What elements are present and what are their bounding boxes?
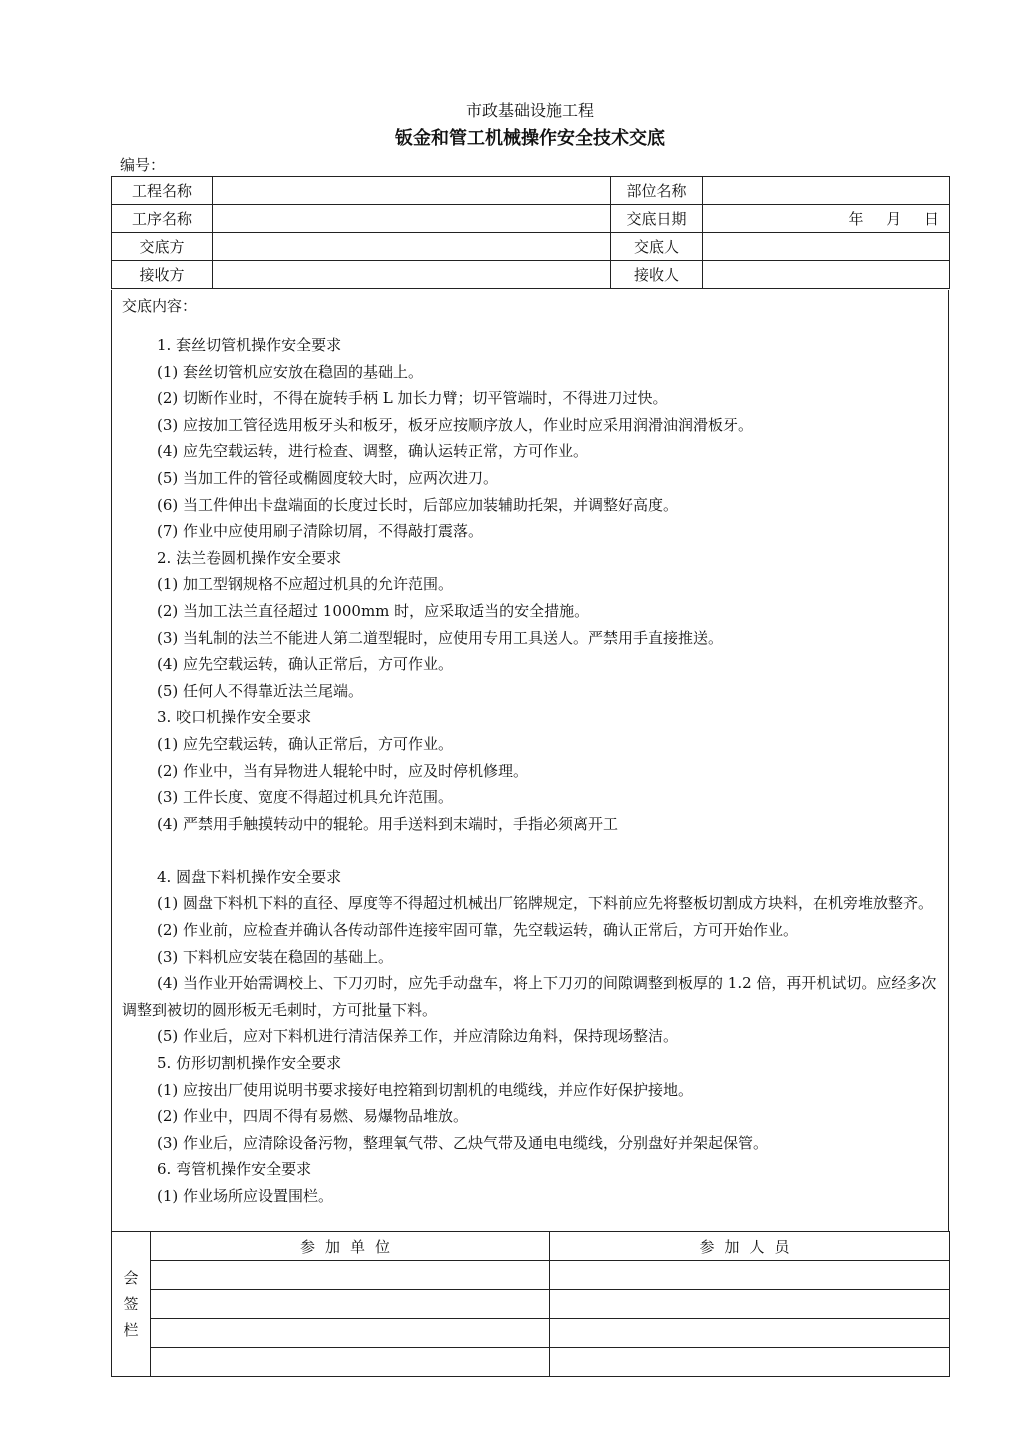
giver-person-field[interactable]: [703, 233, 950, 261]
receiver-person-field[interactable]: [703, 261, 950, 289]
content-line: (2) 作业中，当有异物进人辊轮中时，应及时停机修理。: [157, 761, 529, 780]
content-line: (5) 当加工件的管径或椭圆度较大时，应两次进刀。: [157, 468, 499, 487]
giver-party-field[interactable]: [213, 233, 611, 261]
content-line: (5) 任何人不得靠近法兰尾端。: [157, 681, 364, 700]
content-line: (1) 圆盘下料机下料的直径、厚度等不得超过机械出厂铭牌规定，下料前应先将整板切割成方块料，在机旁堆放整齐。: [157, 894, 934, 913]
process-name-field[interactable]: [213, 205, 611, 233]
content-line: (2) 作业中，四周不得有易燃、易爆物品堆放。: [157, 1107, 469, 1126]
section-heading: 4. 圆盘下料机操作安全要求: [157, 867, 342, 886]
content-line: (1) 应先空载运转，确认正常后，方可作业。: [157, 734, 454, 753]
info-row-giver: [112, 233, 950, 261]
process-name-label: 工序名称: [112, 205, 213, 233]
content-line: (1) 应按出厂使用说明书要求接好电控箱到切割机的电缆线，并应作好保护接地。: [157, 1080, 694, 1099]
content-line: (3) 应按加工管径选用板牙头和板牙，板牙应按顺序放人，作业时应采用润滑油润滑板牙。: [157, 415, 754, 434]
content-line: (4) 应先空载运转，进行检查、调整，确认运转正常，方可作业。: [157, 442, 589, 461]
section-heading: 5. 仿形切割机操作安全要求: [157, 1054, 342, 1073]
serial-number-label: 编号：: [120, 156, 166, 174]
section-heading: 1. 套丝切管机操作安全要求: [157, 336, 342, 354]
signoff-row: [112, 1348, 950, 1377]
receiver-person-label: 接收人: [611, 261, 703, 289]
date-field[interactable]: 年 月 日: [703, 205, 950, 233]
content-label: 交底内容：: [122, 297, 198, 315]
info-table: [111, 176, 950, 289]
content-line: (1) 作业场所应设置围栏。: [157, 1187, 334, 1205]
receiver-party-field[interactable]: [213, 261, 611, 289]
signoff-unit-cell[interactable]: [151, 1261, 550, 1290]
content-line: (3) 下料机应安装在稳固的基础上。: [157, 947, 394, 966]
content-line: (2) 当加工法兰直径超过 1000mm 时，应采取适当的安全措施。: [157, 601, 590, 620]
content-line: (3) 工件长度、宽度不得超过机具允许范围。: [157, 788, 454, 807]
content-line: (4) 应先空载运转，确认正常后，方可作业。: [157, 655, 454, 674]
content-line: (3) 当轧制的法兰不能进人第二道型辊时，应使用专用工具送人。严禁用手直接推送。: [157, 628, 724, 647]
signoff-person-cell[interactable]: [550, 1261, 950, 1290]
section-heading: 2. 法兰卷圆机操作安全要求: [157, 548, 342, 567]
document-title: 钣金和管工机械操作安全技术交底: [395, 128, 665, 149]
participating-unit-header: 参加单位: [151, 1232, 550, 1261]
signoff-header-row: [112, 1232, 950, 1261]
content-line: (4) 当作业开始需调校上、下刀刃时，应先手动盘车，将上下刀刃的间隙调整到板厚的 1.2 倍，再开机试切。应经多次调整到被切的圆形板无毛刺时，方可批量下料。: [122, 974, 937, 1019]
participating-person-header: 参加人员: [550, 1232, 950, 1261]
signoff-row: [112, 1319, 950, 1348]
document-subtitle: 市政基础设施工程: [465, 101, 594, 120]
signoff-row: [112, 1290, 950, 1319]
info-row-project: [112, 177, 950, 205]
info-row-receiver: [112, 261, 950, 289]
part-name-label: 部位名称: [611, 177, 703, 205]
content-line: (1) 套丝切管机应安放在稳固的基础上。: [157, 362, 424, 381]
giver-party-label: 交底方: [112, 233, 213, 261]
signoff-person-cell[interactable]: [550, 1348, 950, 1377]
signoff-unit-cell[interactable]: [151, 1290, 550, 1319]
section-heading: 3. 咬口机操作安全要求: [157, 708, 312, 727]
part-name-field[interactable]: [703, 177, 950, 205]
project-name-label: 工程名称: [112, 177, 213, 205]
content-line: (5) 作业后，应对下料机进行清洁保养工作，并应清除边角料，保持现场整洁。: [157, 1027, 679, 1046]
section-heading: 6. 弯管机操作安全要求: [157, 1160, 312, 1179]
signoff-row: [112, 1261, 950, 1290]
blank-line: [122, 837, 938, 864]
signoff-table: [111, 1231, 950, 1377]
content-box: [111, 290, 949, 1231]
content-line: (1) 加工型钢规格不应超过机具的允许范围。: [157, 575, 454, 594]
signoff-unit-cell[interactable]: [151, 1319, 550, 1348]
content-line: (7) 作业中应使用刷子清除切屑，不得敲打震落。: [157, 522, 484, 541]
signoff-person-cell[interactable]: [550, 1290, 950, 1319]
giver-person-label: 交底人: [611, 233, 703, 261]
content-line: (2) 切断作业时，不得在旋转手柄 L 加长力臂；切平管端时，不得进刀过快。: [157, 389, 668, 408]
content-lines: [122, 332, 938, 1210]
project-name-field[interactable]: [213, 177, 611, 205]
signoff-side-label: 会签栏: [112, 1232, 151, 1377]
signoff-unit-cell[interactable]: [151, 1348, 550, 1377]
receiver-party-label: 接收方: [112, 261, 213, 289]
content-line: (6) 当工件伸出卡盘端面的长度过长时，后部应加装辅助托架，并调整好高度。: [157, 495, 679, 514]
content-line: (3) 作业后，应清除设备污物，整理氧气带、乙炔气带及通电电缆线，分别盘好并架起保管。: [157, 1133, 769, 1152]
info-row-process: [112, 205, 950, 233]
content-line: (2) 作业前，应检查并确认各传动部件连接牢固可靠，先空载运转，确认正常后，方可开始作业。: [157, 921, 799, 940]
date-label: 交底日期: [611, 205, 703, 233]
signoff-person-cell[interactable]: [550, 1319, 950, 1348]
content-line: (4) 严禁用手触摸转动中的辊轮。用手送料到末端时，手指必须离开工: [157, 814, 619, 833]
